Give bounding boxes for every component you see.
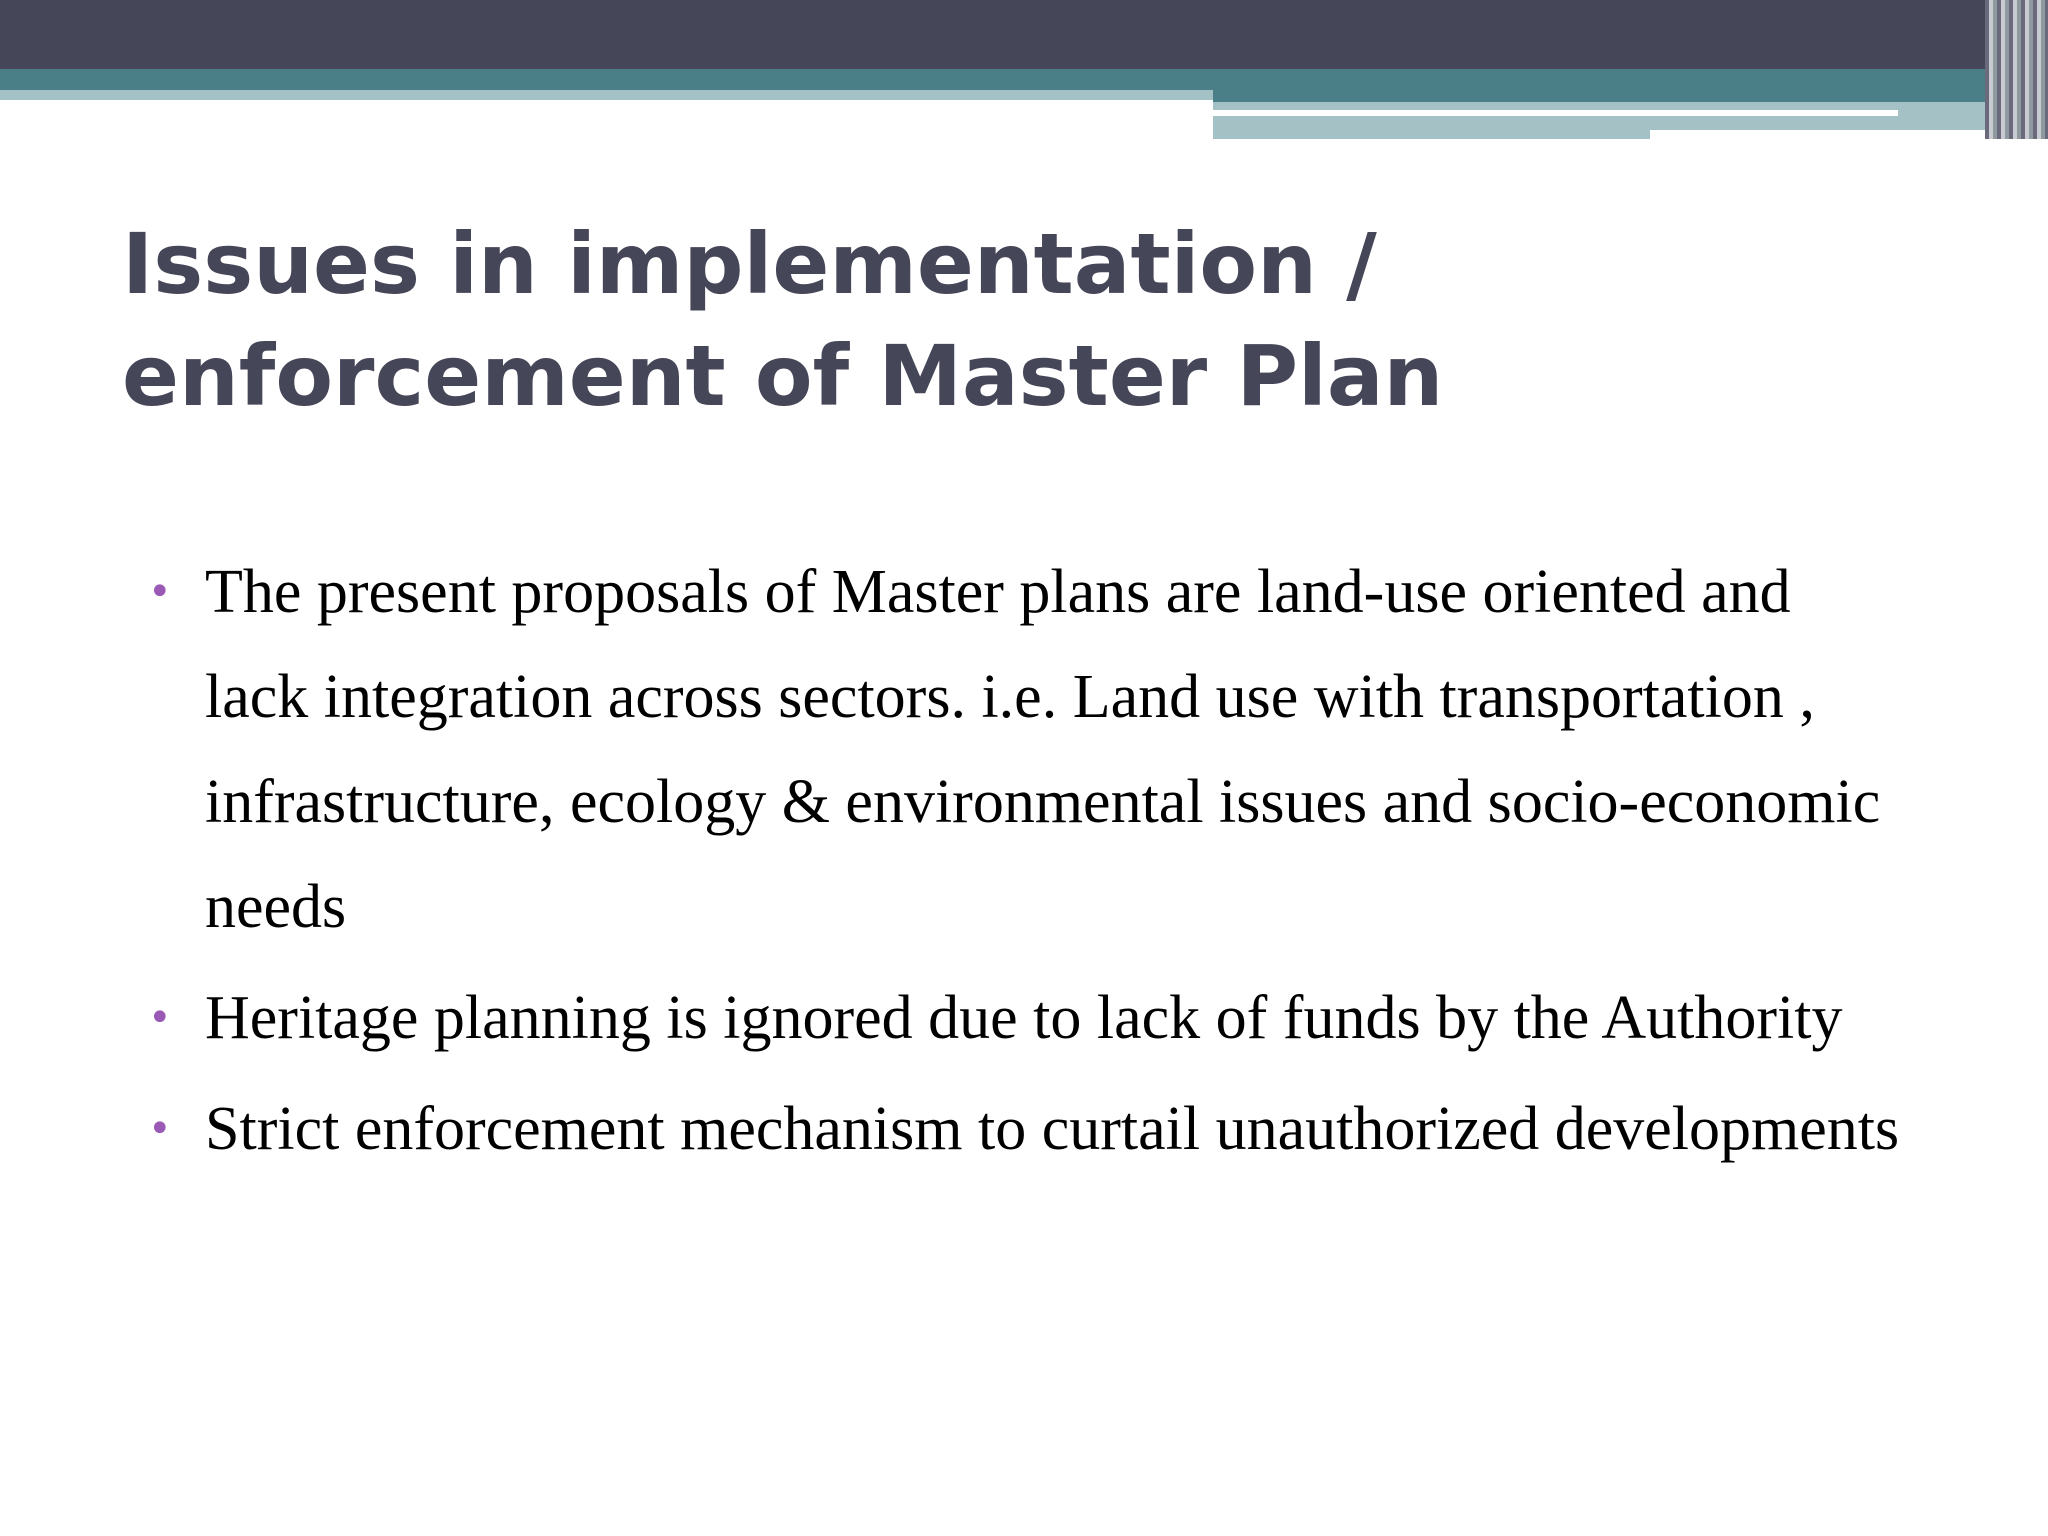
bullet-marker: • [148, 569, 172, 615]
header-band-light [0, 90, 1213, 100]
header-band-teal [0, 69, 2048, 90]
bullet-marker: • [148, 995, 172, 1041]
header-divider-line [1213, 110, 1898, 116]
header-band-right-teal [1213, 90, 2048, 102]
bullet-text: The present proposals of Master plans are land-use oriented and lack integration across sectors. i.e. Land use with transportation , infrastructure, ecology & environmental issues and socio-economic needs [205, 558, 1881, 941]
header-edge-stripes [1985, 0, 2048, 139]
bullet-text: Strict enforcement mechanism to curtail unauthorized developments [205, 1095, 1900, 1163]
bullet-text: Heritage planning is ignored due to lack of funds by the Authority [205, 984, 1843, 1052]
bullet-list [148, 540, 1908, 1188]
bullet-marker: • [148, 1106, 172, 1152]
bullet-item [148, 1077, 1908, 1182]
bullet-item [148, 966, 1908, 1071]
slide-title: Issues in implementation / enforcement of Master Plan [122, 215, 1444, 425]
header-band-dark [0, 0, 2048, 69]
bullet-item [148, 540, 1908, 960]
